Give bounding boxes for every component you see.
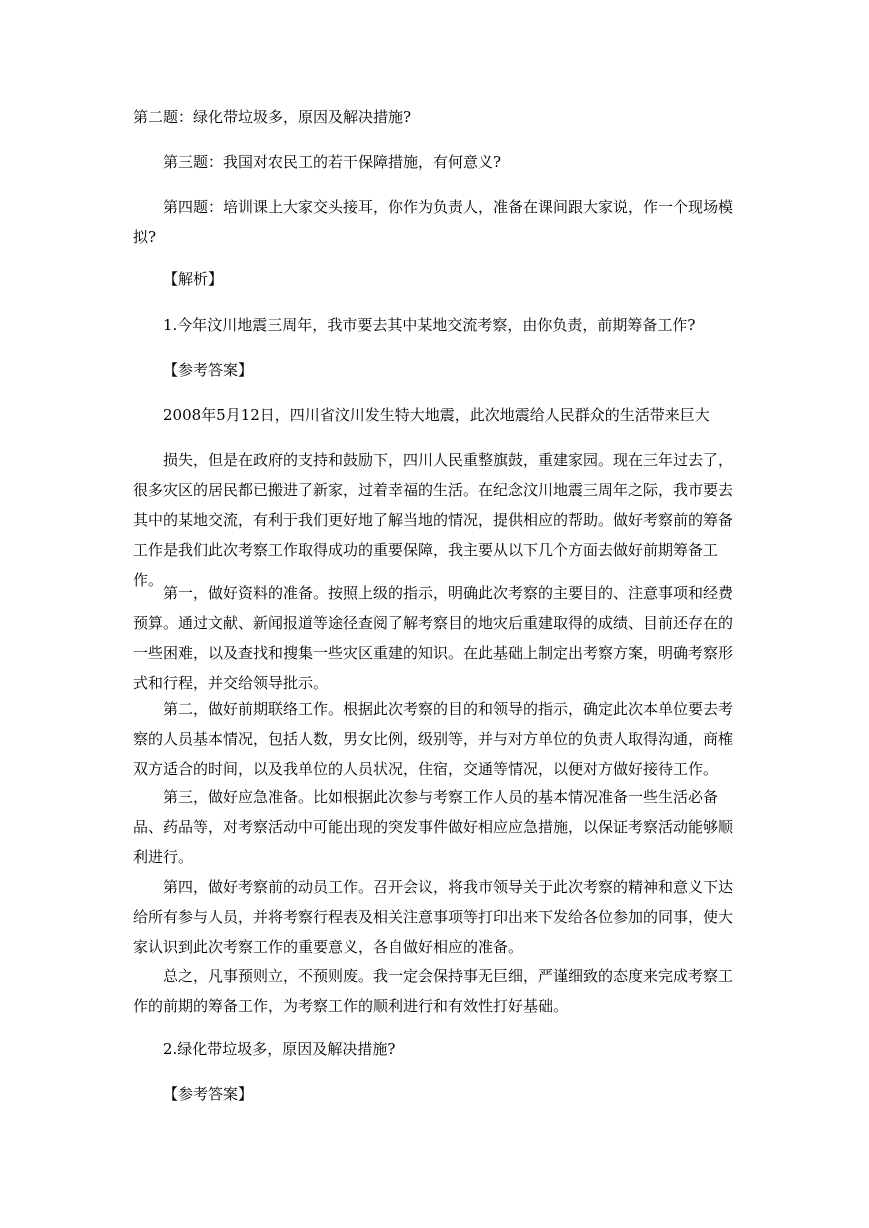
answer-1-question: 1.今年汶川地震三周年，我市要去其中某地交流考察，由你负责，前期筹备工作?: [163, 316, 696, 334]
reference-answer-heading-2: 【参考答案】: [163, 1085, 254, 1103]
reference-answer-heading-1: 【参考答案】: [163, 361, 254, 379]
question-4: 第四题：培训课上大家交头接耳，你作为负责人，准备在课间跟大家说，作一个现场模拟?: [133, 198, 734, 246]
answer-1-paragraph-background: 损失，但是在政府的支持和鼓励下，四川人民重整旗鼓，重建家园。现在三年过去了，很多灾区的居民都已搬进了新家，过着幸福的生活。在纪念汶川地震三周年之际，我市要去其中的某地交流，有利于我们更好地了解当地的情况，提供相应的帮助。做好考察前的筹备工作是我们此次考察工作取得成功的重要保障，我主要从以下几个方面去做好前期筹备工作。: [133, 451, 734, 589]
question-2: 第二题：绿化带垃圾多，原因及解决措施?: [133, 108, 412, 126]
analysis-heading: 【解析】: [163, 270, 224, 288]
answer-1-point-3: 第三，做好应急准备。比如根据此次参与考察工作人员的基本情况准备一些生活必备品、药品等，对考察活动中可能出现的突发事件做好相应应急措施，以保证考察活动能够顺利进行。: [133, 788, 734, 866]
answer-1-point-1: 第一，做好资料的准备。按照上级的指示，明确此次考察的主要目的、注意事项和经费预算。通过文献、新闻报道等途径查阅了解考察目的地灾后重建取得的成绩、目前还存在的一些困难，以及查找和搜集一些灾区重建的知识。在此基础上制定出考察方案，明确考察形式和行程，并交给领导批示。: [133, 584, 734, 692]
answer-1-conclusion: 总之，凡事预则立，不预则废。我一定会保持事无巨细，严谨细致的态度来完成考察工作的前期的筹备工作，为考察工作的顺利进行和有效性打好基础。: [133, 967, 734, 1015]
answer-1-point-2: 第二，做好前期联络工作。根据此次考察的目的和领导的指示，确定此次本单位要去考察的人员基本情况，包括人数，男女比例，级别等，并与对方单位的负责人取得沟通，商榷双方适合的时间，以及我单位的人员状况，住宿，交通等情况，以便对方做好接待工作。: [133, 700, 734, 778]
answer-1-point-4: 第四，做好考察前的动员工作。召开会议，将我市领导关于此次考察的精神和意义下达给所有参与人员，并将考察行程表及相关注意事项等打印出来下发给各位参加的同事，使大家认识到此次考察工作的重要意义，各自做好相应的准备。: [133, 878, 734, 956]
answer-2-question: 2.绿化带垃圾多，原因及解决措施?: [163, 1040, 396, 1058]
answer-1-intro-line: 2008年5月12日，四川省汶川发生特大地震，此次地震给人民群众的生活带来巨大: [163, 406, 710, 424]
question-3: 第三题：我国对农民工的若干保障措施，有何意义?: [163, 153, 502, 171]
